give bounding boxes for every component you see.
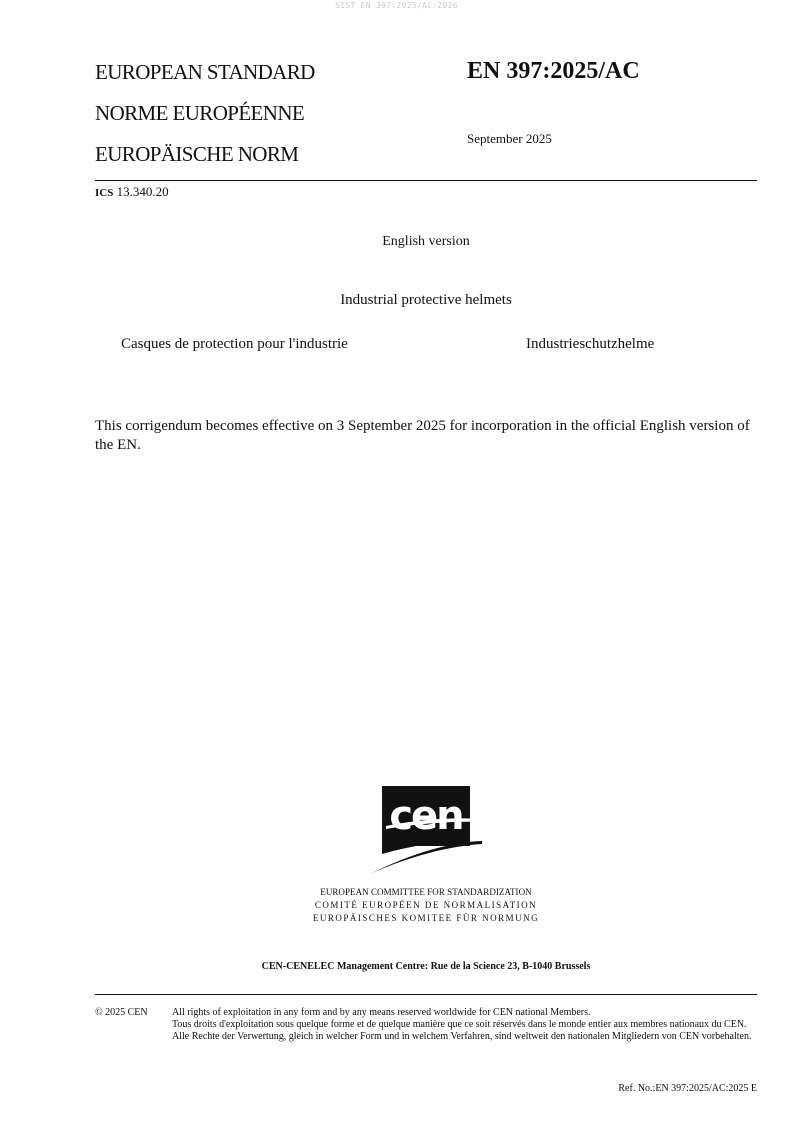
committee-french: COMITÉ EUROPÉEN DE NORMALISATION xyxy=(314,900,538,910)
document-number: EN 397:2025/AC xyxy=(467,58,640,84)
standard-name-english: EUROPEAN STANDARD xyxy=(95,60,315,84)
rights-english: All rights of exploitation in any form and by any means reserved worldwide for CEN national Members. xyxy=(172,1007,591,1018)
management-centre: CEN-CENELEC Management Centre: Rue de la Science 23, B-1040 Brussels xyxy=(261,961,591,972)
title-english: Industrial protective helmets xyxy=(340,292,512,308)
effective-statement: This corrigendum becomes effective on 3 September 2025 for incorporation in the official English version of the EN. xyxy=(95,418,750,453)
language-version: English version xyxy=(382,234,470,249)
rights-french: Tous droits d'exploitation sous quelque forme et de quelque manière que ce soit réservés dans le monde entier aux membres nationaux du CEN. xyxy=(172,1019,747,1030)
cen-logo-text: cen xyxy=(389,793,463,839)
copyright-label: © 2025 CEN xyxy=(95,1007,148,1018)
title-french: Casques de protection pour l'industrie xyxy=(121,336,348,352)
publication-date: September 2025 xyxy=(467,131,552,146)
title-german: Industrieschutzhelme xyxy=(526,336,655,352)
header-divider xyxy=(95,180,757,181)
watermark: SIST EN 397:2025/AC:2026 xyxy=(335,1,458,10)
ics-code xyxy=(95,184,169,200)
reference-number: Ref. No.:EN 397:2025/AC:2025 E xyxy=(618,1083,757,1094)
committee-german: EUROPÄISCHES KOMITEE FÜR NORMUNG xyxy=(312,913,540,923)
ics-value: 13.340.20 xyxy=(116,184,169,199)
committee-english: EUROPEAN COMMITTEE FOR STANDARDIZATION xyxy=(320,887,532,897)
ics-label: ICS xyxy=(95,187,114,199)
standard-name-german: EUROPÄISCHE NORM xyxy=(95,142,299,166)
cen-logo xyxy=(370,786,482,876)
footer-divider xyxy=(95,994,757,995)
rights-german: Alle Rechte der Verwertung, gleich in welcher Form und in welchem Verfahren, sind weltweit den nationalen Mitgliedern von CEN vorbehalten. xyxy=(172,1031,752,1042)
committee-names xyxy=(95,886,757,925)
standard-name-french: NORME EUROPÉENNE xyxy=(95,101,305,125)
copyright-notice xyxy=(172,1007,757,1043)
